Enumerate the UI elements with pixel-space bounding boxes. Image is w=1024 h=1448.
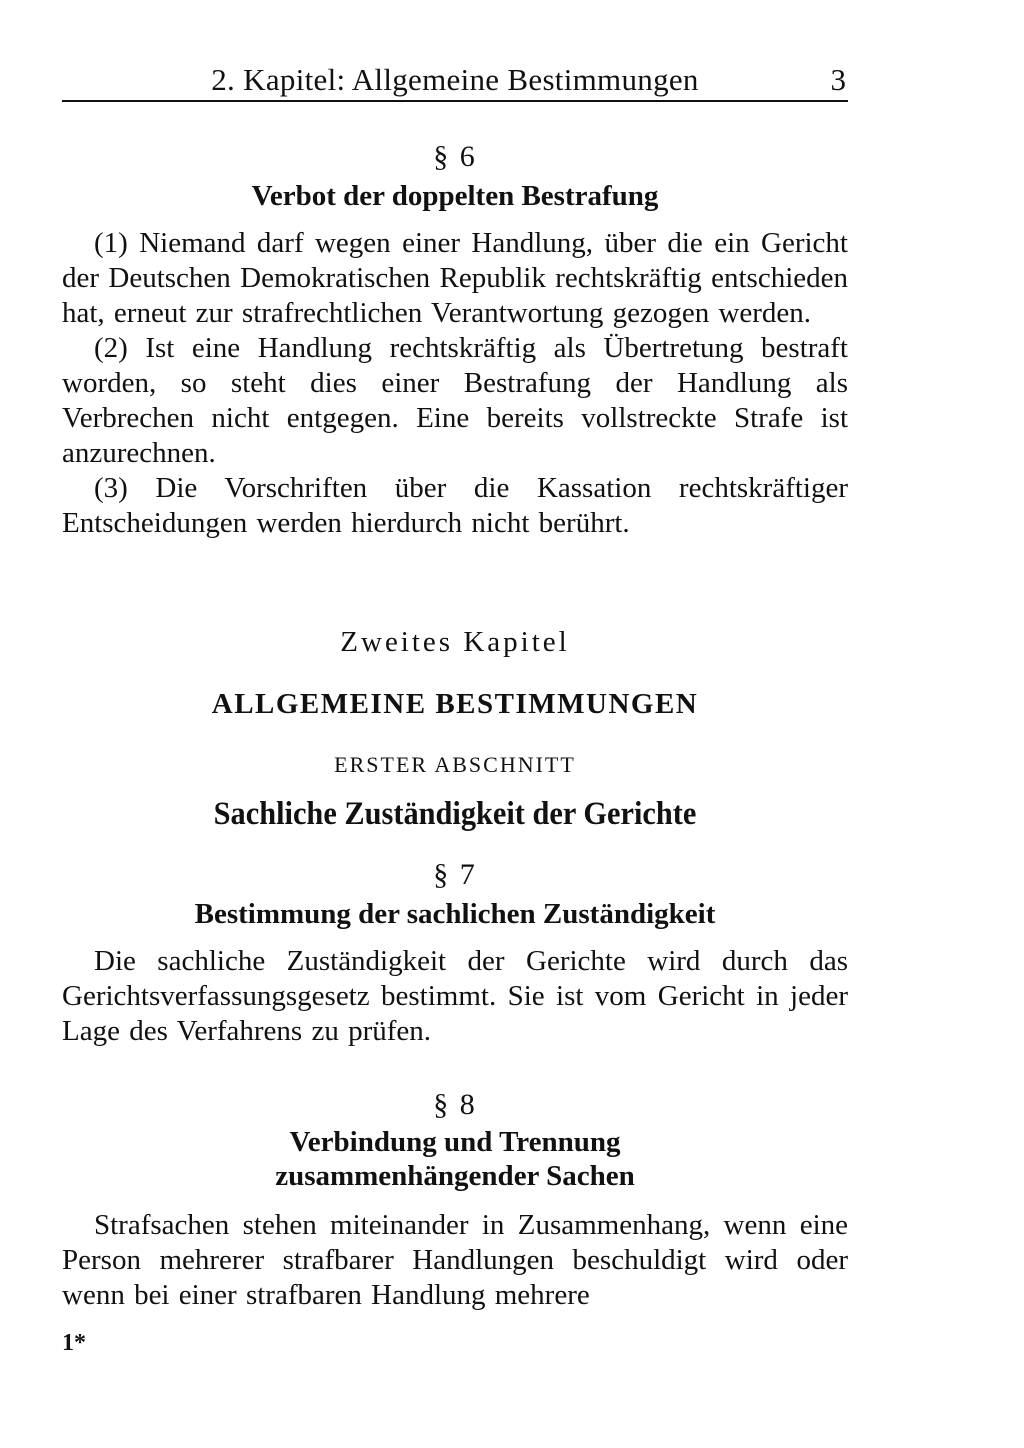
- section-7-paragraph: Die sachliche Zuständigkeit der Gerichte wird durch das Gerichtsverfassungsgesetz bestimmt. Sie ist vom Gericht in jeder Lage des Verfahrens zu prüfen.: [62, 945, 848, 1047]
- section-6-title: Verbot der doppelten Bestrafung: [251, 180, 659, 212]
- section-6-number: § 6: [433, 140, 477, 173]
- chapter-title: ALLGEMEINE BESTIMMUNGEN: [211, 688, 699, 720]
- section-6-paragraph-3: (3) Die Vorschriften über die Kassation rechtskräftiger Entscheidungen werden hierdurch nicht berührt.: [62, 472, 848, 539]
- section-6-body: [62, 226, 848, 541]
- running-head-title: 2. Kapitel: Allgemeine Bestimmungen: [211, 62, 699, 97]
- part-title: Sachliche Zuständigkeit der Gerichte: [213, 796, 697, 832]
- part-label: ERSTER ABSCHNITT: [334, 752, 576, 777]
- section-8-title-line-2: zusammenhängender Sachen: [275, 1160, 635, 1192]
- section-8-title-line-1: Verbindung und Trennung: [289, 1126, 621, 1158]
- running-head: [62, 60, 848, 102]
- section-7-number: § 7: [433, 858, 477, 891]
- chapter-label: Zweites Kapitel: [340, 626, 570, 658]
- section-6-paragraph-2: (2) Ist eine Handlung rechtskräftig als Übertretung bestraft worden, so steht dies einer Bestrafung der Handlung als Verbrechen nicht entgegen. Eine bereits vollstreckte Strafe ist anzurechnen.: [62, 332, 848, 469]
- section-8-paragraph: Strafsachen stehen miteinander in Zusammenhang, wenn eine Person mehrerer strafbarer Handlungen beschuldigt wird oder wenn bei einer strafbaren Handlung mehrere: [62, 1209, 848, 1311]
- page-number: 3: [830, 62, 846, 97]
- section-8-body: [62, 1208, 848, 1313]
- section-7-title: Bestimmung der sachlichen Zuständigkeit: [194, 898, 716, 930]
- signature-mark: 1*: [62, 1330, 86, 1356]
- section-7-body: [62, 944, 848, 1049]
- section-8-number: § 8: [433, 1088, 477, 1121]
- section-6-paragraph-1: (1) Niemand darf wegen einer Handlung, über die ein Gericht der Deutschen Demokratischen Republik rechtskräftig entschieden hat, erneut zur strafrechtlichen Verantwortung gezogen werden.: [62, 227, 848, 329]
